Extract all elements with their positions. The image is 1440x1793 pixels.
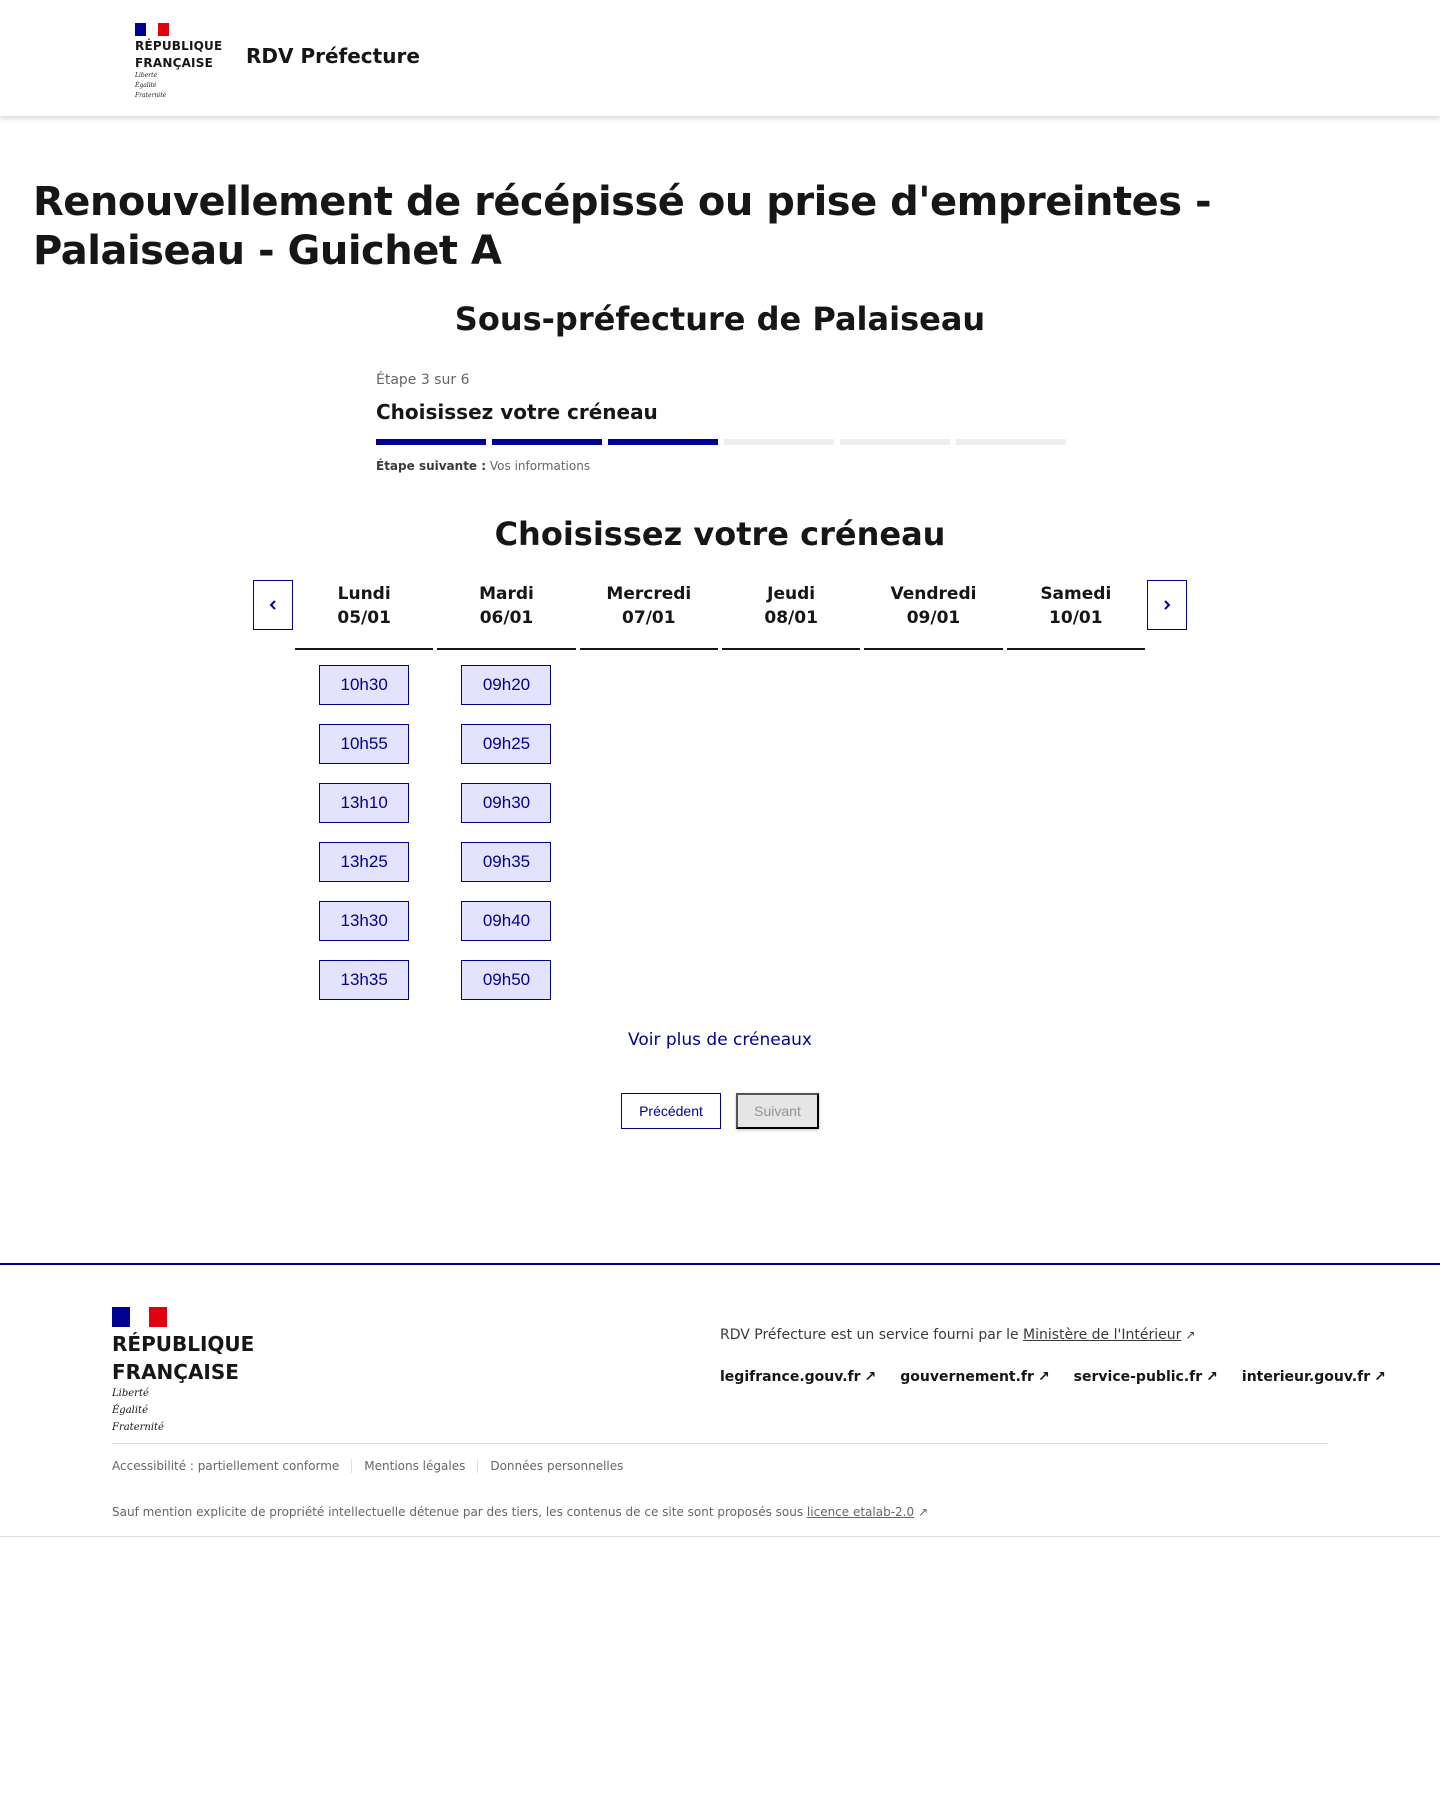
logo-text-line1: RÉPUBLIQUE bbox=[135, 39, 223, 53]
footer-external-link[interactable] bbox=[1074, 1369, 1218, 1385]
chevron-right-icon bbox=[1161, 599, 1173, 611]
site-header bbox=[0, 0, 1440, 116]
external-link-icon: ↗ bbox=[1206, 1369, 1218, 1385]
next-week-button[interactable] bbox=[1147, 580, 1187, 630]
footer-logo-line2: FRANÇAISE bbox=[112, 1360, 239, 1384]
step-bar bbox=[840, 439, 950, 445]
slot-column bbox=[1007, 665, 1145, 1000]
footer-bottom-link[interactable]: Données personnelles bbox=[490, 1459, 624, 1473]
time-slot-button[interactable]: 10h30 bbox=[319, 665, 409, 705]
day-name: Mardi bbox=[479, 584, 534, 604]
calendar-slots bbox=[293, 665, 1147, 1000]
section-title: Choisissez votre créneau bbox=[494, 515, 946, 553]
footer-motto-egalite: Égalité bbox=[112, 1405, 148, 1416]
day-date: 05/01 bbox=[337, 608, 391, 628]
day-header bbox=[580, 580, 718, 650]
day-name: Samedi bbox=[1040, 584, 1112, 604]
footer-external-link[interactable] bbox=[1242, 1369, 1386, 1385]
day-date: 06/01 bbox=[479, 608, 534, 628]
time-slot-button[interactable]: 09h20 bbox=[461, 665, 551, 705]
footer-motto-fraternite: Fraternité bbox=[112, 1422, 164, 1433]
step-next bbox=[376, 459, 1066, 473]
motto-fraternite: Fraternité bbox=[135, 92, 167, 99]
day-name: Jeudi bbox=[767, 584, 816, 604]
previous-week-button[interactable] bbox=[253, 580, 293, 630]
day-header bbox=[295, 580, 433, 650]
time-slot-button[interactable]: 09h30 bbox=[461, 783, 551, 823]
chevron-left-icon bbox=[267, 599, 279, 611]
footer-link-text: interieur.gouv.fr bbox=[1241, 1369, 1371, 1385]
site-footer bbox=[0, 1263, 1440, 1537]
step-bar bbox=[608, 439, 718, 445]
logo-text-line2: FRANÇAISE bbox=[135, 56, 213, 70]
external-link-icon: ↗ bbox=[918, 1505, 929, 1519]
time-slot-button[interactable]: 13h30 bbox=[319, 901, 409, 941]
day-date: 07/01 bbox=[622, 608, 676, 628]
step-bar bbox=[724, 439, 834, 445]
footer-link-text: legifrance.gouv.fr bbox=[720, 1369, 861, 1385]
republique-francaise-logo[interactable] bbox=[135, 23, 223, 100]
license-link[interactable]: licence etalab-2.0 bbox=[806, 1505, 915, 1519]
time-slot-button[interactable]: 13h35 bbox=[319, 960, 409, 1000]
step-bar bbox=[376, 439, 486, 445]
motto-egalite: Égalité bbox=[135, 82, 157, 89]
footer-external-link[interactable] bbox=[900, 1369, 1049, 1385]
step-bar bbox=[492, 439, 602, 445]
footer-desc-text: RDV Préfecture est un service fourni par le bbox=[720, 1327, 1024, 1343]
marianne-flag-icon bbox=[112, 1307, 167, 1327]
time-slot-button[interactable]: 09h35 bbox=[461, 842, 551, 882]
prefecture-subtitle: Sous-préfecture de Palaiseau bbox=[454, 300, 986, 338]
external-link-icon: ↗ bbox=[1374, 1369, 1386, 1385]
stepper bbox=[376, 372, 1066, 473]
day-name: Vendredi bbox=[890, 584, 977, 604]
day-header bbox=[1007, 580, 1145, 650]
motto-liberte: Liberté bbox=[135, 72, 158, 79]
step-title: Choisissez votre créneau bbox=[376, 400, 658, 424]
footer-divider bbox=[112, 1443, 1328, 1444]
day-name: Lundi bbox=[337, 584, 391, 604]
time-slot-button[interactable]: 09h25 bbox=[461, 724, 551, 764]
previous-button[interactable]: Précédent bbox=[621, 1093, 721, 1129]
calendar-days-header bbox=[293, 580, 1147, 650]
slot-column bbox=[722, 665, 860, 1000]
ministere-link[interactable]: Ministère de l'Intérieur bbox=[1023, 1327, 1182, 1343]
footer-external-link[interactable] bbox=[720, 1369, 876, 1385]
time-slot-button[interactable]: 13h10 bbox=[319, 783, 409, 823]
external-link-icon: ↗ bbox=[864, 1369, 877, 1385]
footer-link-text: service-public.fr bbox=[1073, 1369, 1203, 1385]
page-title: Renouvellement de récépissé ou prise d'empreintes - Palaiseau - Guichet A bbox=[33, 179, 1212, 274]
service-title[interactable]: RDV Préfecture bbox=[246, 44, 420, 68]
day-header bbox=[864, 580, 1002, 650]
marianne-flag-icon bbox=[135, 23, 169, 36]
footer-license bbox=[112, 1505, 928, 1519]
step-next-value: Vos informations bbox=[489, 459, 591, 473]
step-count: Étape 3 sur 6 bbox=[376, 372, 470, 388]
slot-column bbox=[295, 665, 433, 1000]
external-link-icon: ↗ bbox=[1037, 1369, 1050, 1385]
step-next-label: Étape suivante : bbox=[376, 459, 487, 473]
more-slots-link[interactable]: Voir plus de créneaux bbox=[628, 1030, 812, 1050]
footer-description bbox=[720, 1327, 1195, 1343]
footer-bottom-link[interactable]: Mentions légales bbox=[364, 1459, 466, 1473]
day-date: 08/01 bbox=[764, 608, 818, 628]
day-date: 10/01 bbox=[1049, 608, 1103, 628]
time-slot-button[interactable]: 09h50 bbox=[461, 960, 551, 1000]
time-slot-button[interactable]: 10h55 bbox=[319, 724, 409, 764]
time-slot-button[interactable]: 13h25 bbox=[319, 842, 409, 882]
footer-bottom-link[interactable]: Accessibilité : partiellement conforme bbox=[112, 1459, 340, 1473]
footer-logo[interactable] bbox=[112, 1307, 272, 1434]
footer-link-text: gouvernement.fr bbox=[900, 1369, 1034, 1385]
footer-logo-line1: RÉPUBLIQUE bbox=[112, 1332, 255, 1356]
footer-bottom-links bbox=[112, 1459, 623, 1473]
slot-column bbox=[864, 665, 1002, 1000]
form-buttons bbox=[621, 1093, 819, 1129]
day-name: Mercredi bbox=[606, 584, 692, 604]
day-header bbox=[437, 580, 575, 650]
footer-link-divider bbox=[477, 1459, 478, 1473]
slot-column bbox=[437, 665, 575, 1000]
day-date: 09/01 bbox=[906, 608, 961, 628]
step-bar bbox=[956, 439, 1066, 445]
day-header bbox=[722, 580, 860, 650]
step-progress bbox=[376, 439, 1066, 445]
external-link-icon: ↗ bbox=[1185, 1328, 1196, 1342]
footer-link-divider bbox=[351, 1459, 352, 1473]
time-slot-button[interactable]: 09h40 bbox=[461, 901, 551, 941]
footer-motto-liberte: Liberté bbox=[112, 1388, 149, 1399]
footer-links bbox=[720, 1369, 1386, 1385]
next-button[interactable]: Suivant bbox=[736, 1093, 819, 1129]
license-text: Sauf mention explicite de propriété intellectuelle détenue par des tiers, les contenus de ce site sont proposés sous bbox=[112, 1505, 807, 1519]
slot-column bbox=[580, 665, 718, 1000]
